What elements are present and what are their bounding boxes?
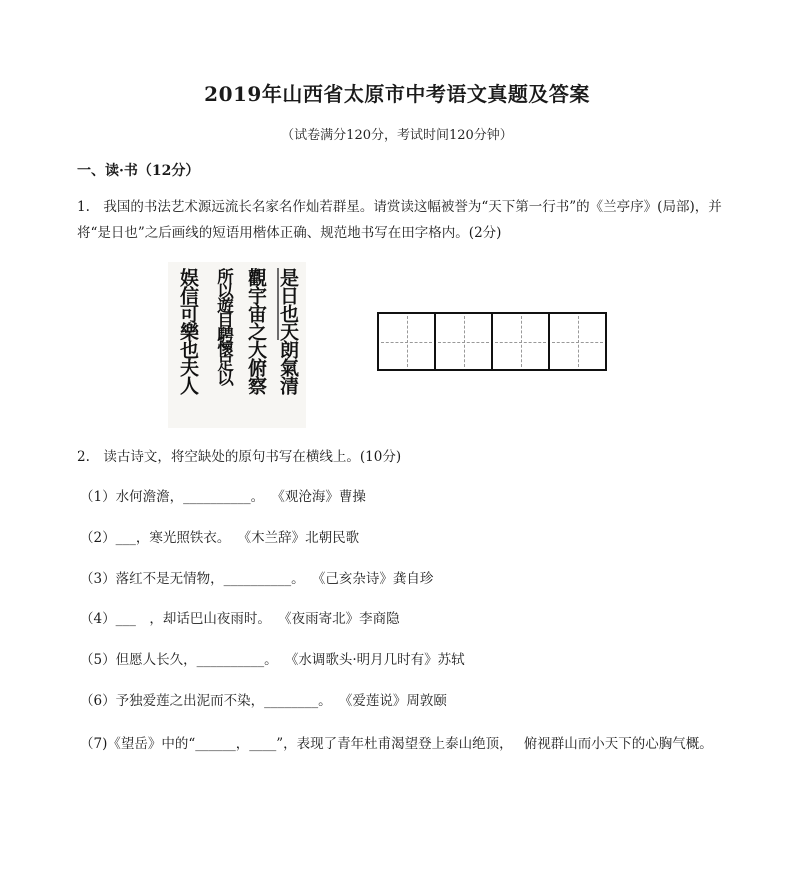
calligraphy-column-3: 所以遊目騁懷足以 bbox=[214, 268, 234, 384]
fill-item-7 bbox=[80, 731, 730, 757]
tianzige-cell[interactable] bbox=[491, 312, 550, 371]
fill-item-1 bbox=[80, 486, 366, 508]
item-source: 《己亥杂诗》龚自珍 bbox=[318, 571, 434, 587]
item-text: （4）___ ，却话巴山夜雨时。 bbox=[80, 611, 271, 627]
fill-item-3 bbox=[80, 568, 433, 590]
tianzige-cell[interactable] bbox=[434, 312, 493, 371]
tianzige-cell[interactable] bbox=[377, 312, 436, 371]
fill-item-5 bbox=[80, 649, 465, 671]
calligraphy-column-2: 觀宇宙之大俯察 bbox=[245, 268, 267, 394]
fill-item-6 bbox=[80, 690, 447, 712]
calligraphy-column-4: 娱信可樂也夫人 bbox=[177, 268, 199, 394]
item-text: （3）落红不是无情物，__________。 bbox=[80, 571, 305, 587]
exam-info: （试卷满分120分，考试时间120分钟） bbox=[281, 128, 513, 143]
fill-item-2 bbox=[80, 527, 359, 549]
tianzige-grid bbox=[377, 312, 605, 371]
item-source: 《水调歌头·明月几时有》苏轼 bbox=[291, 652, 465, 668]
question-2: 2. 读古诗文，将空缺处的原句书写在横线上。(10分) bbox=[77, 449, 402, 465]
calligraphy-image bbox=[168, 262, 306, 428]
question-1: 1. 我国的书法艺术源远流长名家名作灿若群星。请赏读这幅被誉为“天下第一行书”的《兰亭序》(局部)，并将“是日也”之后画线的短语用楷体正确、规范地书写在田字格内。(2分) bbox=[77, 199, 722, 241]
item-source: 《爱莲说》周敦颐 bbox=[345, 693, 447, 709]
item-source: 《观沧海》曹操 bbox=[278, 489, 366, 505]
item-text: （1）水何澹澹，__________。 bbox=[80, 489, 265, 505]
tianzige-cell[interactable] bbox=[548, 312, 607, 371]
page-title: 2019年山西省太原市中考语文真题及答案 bbox=[204, 82, 590, 106]
item-text: （6）予独爱莲之出泥而不染，________。 bbox=[80, 693, 332, 709]
item-text: （7)《望岳》中的“______，____”，表现了青年杜甫渴望登上泰山绝顶， 俯视群山而小天下的心胸气概。 bbox=[80, 736, 713, 752]
item-source: 《夜雨寄北》李商隐 bbox=[284, 611, 400, 627]
item-text: （2）___，寒光照铁衣。 bbox=[80, 530, 231, 546]
section-heading: 一、读·书（12分） bbox=[77, 163, 200, 179]
fill-item-4 bbox=[80, 608, 400, 630]
calligraphy-column-1: 是日也天朗氣清 bbox=[277, 268, 299, 394]
item-text: （5）但愿人长久，__________。 bbox=[80, 652, 278, 668]
item-source: 《木兰辞》北朝民歌 bbox=[244, 530, 360, 546]
